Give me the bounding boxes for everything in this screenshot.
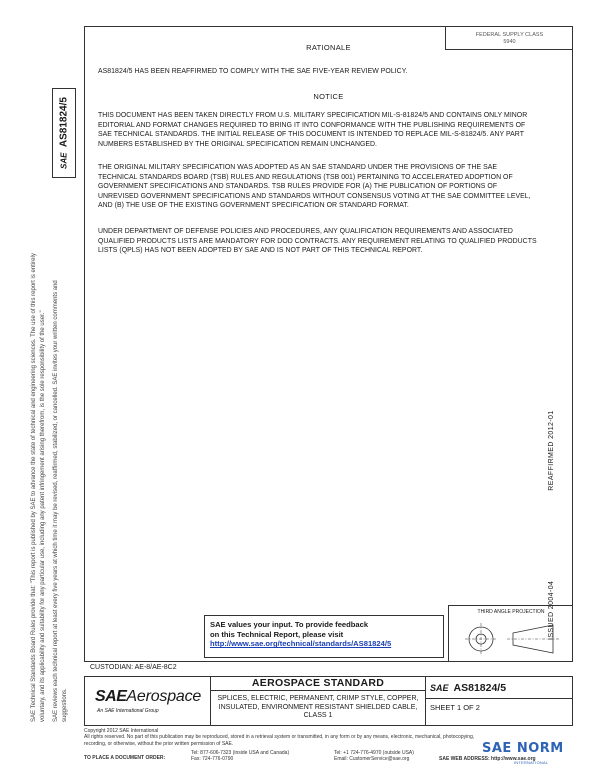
projection-symbol-icon [449,615,574,661]
tel-international: Tel: +1 724-776-4970 (outside USA) [334,750,414,756]
rights-text-2: recording, or otherwise, without the prior written permission of SAE. [84,740,234,747]
notice-paragraph-2: THE ORIGINAL MILITARY SPECIFICATION WAS ADOPTED AS AN SAE STANDARD UNDER THE PROVISIONS OF THE SAE TECHNICAL STANDARDS BOARD (TSB) RULES AND REGULATIONS (TSB 001) PERTAINING TO ACCELERATED ADOPTION OF GOVERNMENT SPECIFICATIONS AND STANDARDS. TSB RULES PROVIDE FOR (A) THE PUBLICATION OF PORTIONS OF UNREVISED GOVERNMENT SPECIFICATIONS AND STANDARDS WITHOUT CONSENSUS VOTING AT THE SAE COMMITTEE LEVEL, AND (B) THE USE OF THE EXISTING GOVERNMENT SPECIFICATION OR STANDARD FORMAT. [98,164,531,210]
title-block-description [211,677,426,725]
reaffirmed-date: REAFFIRMED 2012-01 [548,410,555,491]
custodian-label: CUSTODIAN: AE-8/AE-8C2 [90,664,177,671]
watermark-subtitle: INTERNATIONAL [514,760,549,765]
feedback-link[interactable]: http://www.sae.org/technical/standards/AS81824/5 [210,639,392,649]
sae-norm-watermark: SAE NORM [482,741,564,756]
rationale-text: AS81824/5 HAS BEEN REAFFIRMED TO COMPLY WITH THE SAE FIVE-YEAR REVIEW POLICY. [98,68,408,75]
fsc-label: FEDERAL SUPPLY CLASS [475,32,544,38]
order-phone-international [334,750,414,763]
legal-line-4: suggestions. [61,688,68,722]
feedback-box [204,615,444,658]
sae-logo-small: SAE [59,152,69,169]
legal-line-1: SAE Technical Standards Board Rules provide that: "This report is published by SAE to advance the state of technical and engineering sciences. The use of this report is entirely [31,253,37,722]
feedback-line-1: SAE values your input. To provide feedback [210,620,369,629]
legal-line-3: SAE reviews each technical report at least every five years at which time it may be revised, reaffirmed, stabilized, or cancelled. SAE invites your written comments and [53,280,59,722]
email-address: Email: CustomerService@sae.org [334,756,410,763]
standard-type: AEROSPACE STANDARD [211,677,425,691]
feedback-line-2: on this Technical Report, please visit [210,629,344,639]
sheet-number: SHEET 1 OF 2 [430,703,480,712]
third-angle-caption: THIRD ANGLE PROJECTION [477,609,545,615]
title-block-number [426,677,572,725]
logo-aerospace-text: Aerospace [126,688,202,705]
third-angle-projection [448,605,573,662]
notice-paragraph-3: UNDER DEPARTMENT OF DEFENSE POLICIES AND PROCEDURES, ANY QUALIFICATION REQUIREMENTS AND ASSOCIATED QUALIFIED PRODUCTS LISTS ARE MANDATORY FOR DOD CONTRACTS. ANY REQUIREMENT RELATING TO QUALIFIED PRODUCTS LISTS (QPLS) HAS NOT BEEN ADOPTED BY SAE AND IS NOT PART OF THIS TECHNICAL REPORT. [98,228,537,255]
document-title: SPLICES, ELECTRIC, PERMANENT, CRIMP STYLE, COPPER, INSULATED, ENVIRONMENT RESISTANT SHIELDED CABLE, CLASS 1 [217,695,419,720]
title-block [84,676,573,726]
fsc-number: 5940 [503,38,516,45]
side-document-number: AS81824/5 [58,97,70,148]
fax-number: Fax: 724-776-0790 [191,756,234,763]
notice-paragraph-1: THIS DOCUMENT HAS BEEN TAKEN DIRECTLY FROM U.S. MILITARY SPECIFICATION MIL-S-81824/5 AND CONTAINS ONLY MINOR EDITORIAL AND FORMAT CHANGES REQUIRED TO BRING IT INTO CONFORMANCE WITH THE PUBLISHING REQUIREMENTS OF SAE TECHNICAL STANDARDS. THE INITIAL RELEASE OF THIS DOCUMENT IS INTENDED TO REPLACE MIL-S-81824/5. ANY PART NUMBERS ESTABLISHED BY THE ORIGINAL SPECIFICATION REMAIN UNCHANGED. [98,112,528,148]
rights-text-1: All rights reserved. No part of this publication may be reproduced, stored in a retrieval system or transmitted, in any form or by any means, electronic, mechanical, photocopying, [84,734,475,741]
logo-sae-text: SAE [95,688,127,705]
rationale-heading: RATIONALE [306,43,351,52]
sae-aerospace-logo [85,677,211,725]
order-label: TO PLACE A DOCUMENT ORDER: [84,755,166,761]
document-number: AS81824/5 [453,682,507,694]
notice-heading: NOTICE [313,92,344,101]
order-phone-domestic [191,750,289,763]
issued-date: ISSUED 2004-04 [548,580,555,640]
legal-line-2: voluntary, and its applicability and suitability for any particular use, including any patent infringement arising therefrom, is the sole responsibility of the user." [39,310,46,722]
tel-domestic: Tel: 877-606-7323 (inside USA and Canada) [191,750,290,756]
copyright-text: Copyright 2012 SAE International [84,728,159,734]
web-address: SAE WEB ADDRESS: http://www.sae.org [439,756,536,762]
logo-subtitle: An SAE International Group [97,708,159,714]
sae-mini-logo: SAE [430,683,449,693]
legal-notice-vertical [30,22,69,722]
